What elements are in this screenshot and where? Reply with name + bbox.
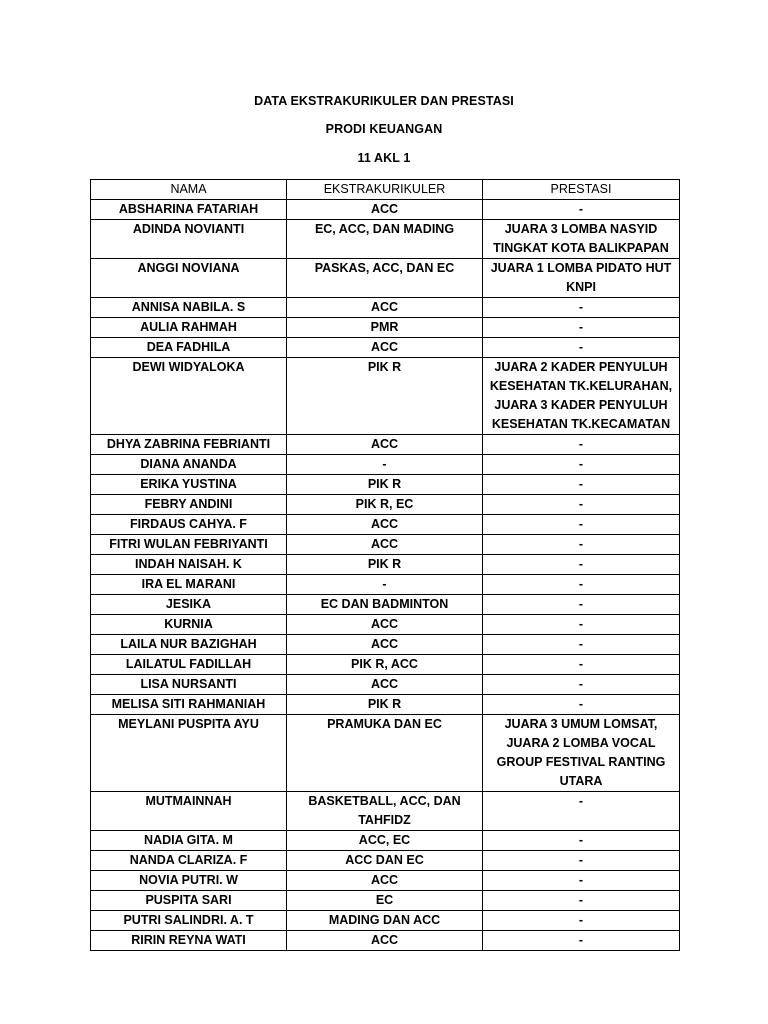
- cell-nama: ANNISA NABILA. S: [91, 298, 287, 318]
- cell-nama: ADINDA NOVIANTI: [91, 220, 287, 259]
- cell-prestasi: -: [483, 555, 680, 575]
- table-row: [91, 318, 680, 338]
- cell-nama: LISA NURSANTI: [91, 675, 287, 695]
- table-row: [91, 695, 680, 715]
- table-row: [91, 200, 680, 220]
- cell-nama: ABSHARINA FATARIAH: [91, 200, 287, 220]
- table-row: [91, 455, 680, 475]
- cell-prestasi: -: [483, 851, 680, 871]
- cell-ekstrakurikuler: PIK R, ACC: [287, 655, 483, 675]
- table-row: [91, 715, 680, 792]
- cell-prestasi: -: [483, 200, 680, 220]
- cell-ekstrakurikuler: PIK R: [287, 555, 483, 575]
- table-row: [91, 615, 680, 635]
- cell-ekstrakurikuler: -: [287, 455, 483, 475]
- table-row: [91, 575, 680, 595]
- table-row: [91, 931, 680, 951]
- cell-nama: MEYLANI PUSPITA AYU: [91, 715, 287, 792]
- cell-prestasi: -: [483, 455, 680, 475]
- table-row: [91, 555, 680, 575]
- table-row: [91, 851, 680, 871]
- table-row: [91, 515, 680, 535]
- cell-ekstrakurikuler: EC DAN BADMINTON: [287, 595, 483, 615]
- cell-prestasi: -: [483, 675, 680, 695]
- table-row: [91, 220, 680, 259]
- column-header-nama: NAMA: [91, 180, 287, 200]
- cell-nama: NADIA GITA. M: [91, 831, 287, 851]
- cell-nama: MELISA SITI RAHMANIAH: [91, 695, 287, 715]
- table-row: [91, 891, 680, 911]
- table-row: [91, 655, 680, 675]
- cell-nama: ERIKA YUSTINA: [91, 475, 287, 495]
- cell-ekstrakurikuler: PRAMUKA DAN EC: [287, 715, 483, 792]
- cell-ekstrakurikuler: ACC: [287, 931, 483, 951]
- cell-nama: PUSPITA SARI: [91, 891, 287, 911]
- cell-prestasi: -: [483, 435, 680, 455]
- table-body: [91, 200, 680, 951]
- table-row: [91, 635, 680, 655]
- table-row: [91, 595, 680, 615]
- cell-nama: RIRIN REYNA WATI: [91, 931, 287, 951]
- cell-nama: ANGGI NOVIANA: [91, 259, 287, 298]
- cell-prestasi: -: [483, 338, 680, 358]
- cell-prestasi: -: [483, 891, 680, 911]
- cell-prestasi: JUARA 3 LOMBA NASYID TINGKAT KOTA BALIKPAPAN: [483, 220, 680, 259]
- cell-ekstrakurikuler: PASKAS, ACC, DAN EC: [287, 259, 483, 298]
- cell-ekstrakurikuler: ACC: [287, 615, 483, 635]
- cell-nama: FIRDAUS CAHYA. F: [91, 515, 287, 535]
- cell-prestasi: -: [483, 635, 680, 655]
- cell-prestasi: JUARA 3 UMUM LOMSAT, JUARA 2 LOMBA VOCAL GROUP FESTIVAL RANTING UTARA: [483, 715, 680, 792]
- cell-ekstrakurikuler: ACC: [287, 635, 483, 655]
- cell-ekstrakurikuler: ACC: [287, 298, 483, 318]
- cell-nama: INDAH NAISAH. K: [91, 555, 287, 575]
- cell-ekstrakurikuler: ACC: [287, 435, 483, 455]
- cell-nama: IRA EL MARANI: [91, 575, 287, 595]
- table-row: [91, 259, 680, 298]
- cell-ekstrakurikuler: ACC: [287, 515, 483, 535]
- cell-nama: LAILATUL FADILLAH: [91, 655, 287, 675]
- cell-ekstrakurikuler: PIK R: [287, 695, 483, 715]
- cell-ekstrakurikuler: PIK R: [287, 475, 483, 495]
- cell-prestasi: -: [483, 831, 680, 851]
- cell-nama: KURNIA: [91, 615, 287, 635]
- cell-nama: FEBRY ANDINI: [91, 495, 287, 515]
- cell-ekstrakurikuler: PIK R, EC: [287, 495, 483, 515]
- cell-ekstrakurikuler: -: [287, 575, 483, 595]
- table-row: [91, 435, 680, 455]
- cell-ekstrakurikuler: ACC DAN EC: [287, 851, 483, 871]
- column-header-ekstrakurikuler: EKSTRAKURIKULER: [287, 180, 483, 200]
- cell-ekstrakurikuler: ACC: [287, 535, 483, 555]
- cell-prestasi: -: [483, 318, 680, 338]
- cell-prestasi: JUARA 1 LOMBA PIDATO HUT KNPI: [483, 259, 680, 298]
- cell-ekstrakurikuler: PIK R: [287, 358, 483, 435]
- cell-nama: FITRI WULAN FEBRIYANTI: [91, 535, 287, 555]
- cell-prestasi: -: [483, 515, 680, 535]
- cell-prestasi: -: [483, 792, 680, 831]
- table-row: [91, 911, 680, 931]
- program-heading: PRODI KEUANGAN: [325, 122, 443, 136]
- cell-nama: JESIKA: [91, 595, 287, 615]
- cell-ekstrakurikuler: MADING DAN ACC: [287, 911, 483, 931]
- cell-prestasi: -: [483, 595, 680, 615]
- cell-ekstrakurikuler: ACC, EC: [287, 831, 483, 851]
- cell-prestasi: -: [483, 475, 680, 495]
- table-row: [91, 792, 680, 831]
- class-heading: 11 AKL 1: [357, 151, 411, 165]
- cell-ekstrakurikuler: EC: [287, 891, 483, 911]
- cell-ekstrakurikuler: ACC: [287, 200, 483, 220]
- cell-prestasi: -: [483, 535, 680, 555]
- cell-ekstrakurikuler: ACC: [287, 338, 483, 358]
- table-row: [91, 338, 680, 358]
- student-table: [90, 179, 680, 951]
- cell-nama: LAILA NUR BAZIGHAH: [91, 635, 287, 655]
- table-row: [91, 831, 680, 851]
- cell-nama: DIANA ANANDA: [91, 455, 287, 475]
- cell-prestasi: -: [483, 615, 680, 635]
- table-row: [91, 298, 680, 318]
- cell-prestasi: -: [483, 911, 680, 931]
- cell-nama: DEA FADHILA: [91, 338, 287, 358]
- cell-nama: DEWI WIDYALOKA: [91, 358, 287, 435]
- cell-nama: PUTRI SALINDRI. A. T: [91, 911, 287, 931]
- table-row: [91, 495, 680, 515]
- document-title: DATA EKSTRAKURIKULER DAN PRESTASI: [254, 94, 514, 108]
- cell-ekstrakurikuler: ACC: [287, 675, 483, 695]
- cell-prestasi: JUARA 2 KADER PENYULUH KESEHATAN TK.KELURAHAN, JUARA 3 KADER PENYULUH KESEHATAN TK.KECAMATAN: [483, 358, 680, 435]
- cell-prestasi: -: [483, 871, 680, 891]
- cell-nama: NANDA CLARIZA. F: [91, 851, 287, 871]
- cell-prestasi: -: [483, 495, 680, 515]
- table-header-row: [91, 180, 680, 200]
- cell-prestasi: -: [483, 575, 680, 595]
- cell-prestasi: -: [483, 695, 680, 715]
- cell-nama: MUTMAINNAH: [91, 792, 287, 831]
- cell-prestasi: -: [483, 298, 680, 318]
- table-row: [91, 535, 680, 555]
- cell-ekstrakurikuler: PMR: [287, 318, 483, 338]
- cell-ekstrakurikuler: EC, ACC, DAN MADING: [287, 220, 483, 259]
- cell-prestasi: -: [483, 931, 680, 951]
- cell-ekstrakurikuler: BASKETBALL, ACC, DAN TAHFIDZ: [287, 792, 483, 831]
- table-row: [91, 358, 680, 435]
- table-row: [91, 475, 680, 495]
- table-row: [91, 675, 680, 695]
- cell-nama: NOVIA PUTRI. W: [91, 871, 287, 891]
- table-row: [91, 871, 680, 891]
- cell-nama: DHYA ZABRINA FEBRIANTI: [91, 435, 287, 455]
- column-header-prestasi: PRESTASI: [483, 180, 680, 200]
- cell-prestasi: -: [483, 655, 680, 675]
- cell-ekstrakurikuler: ACC: [287, 871, 483, 891]
- cell-nama: AULIA RAHMAH: [91, 318, 287, 338]
